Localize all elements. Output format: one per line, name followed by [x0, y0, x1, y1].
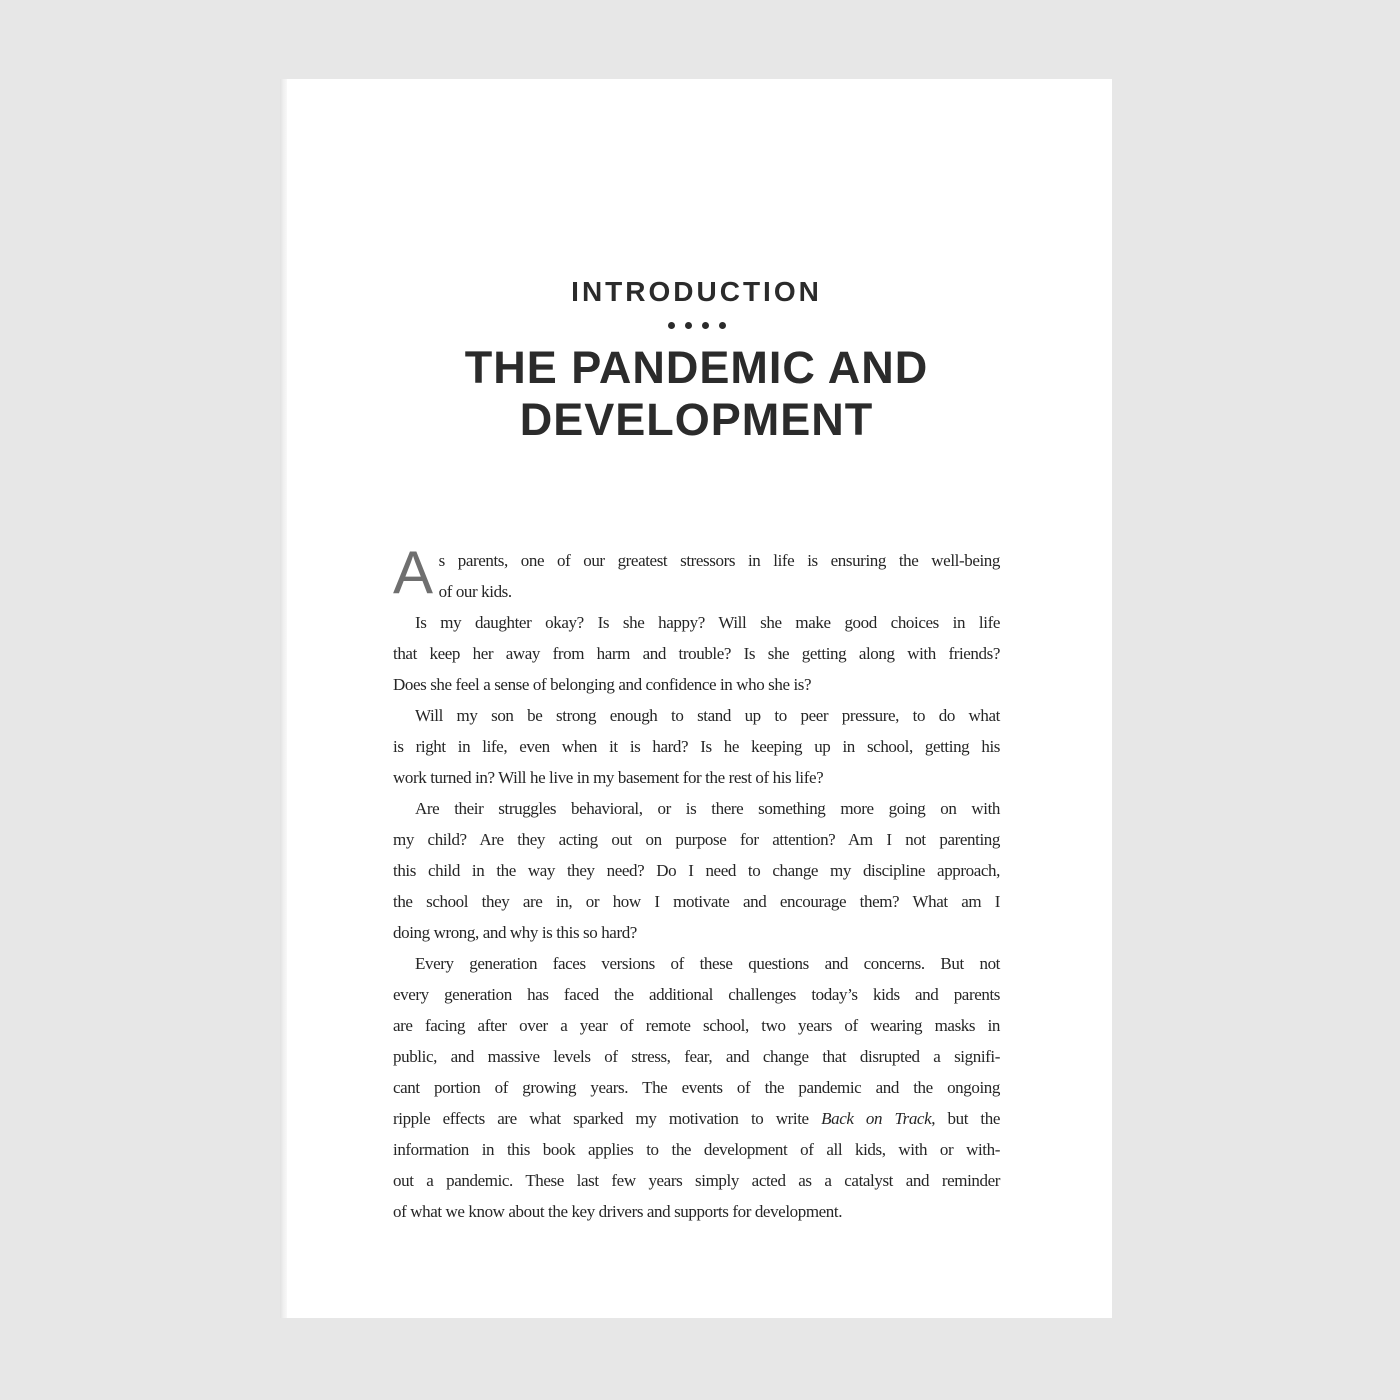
- text-line: this child in the way they need? Do I need to change my discipline approach,: [393, 861, 1000, 880]
- text-line: Does she feel a sense of belonging and confidence in who she is?: [393, 675, 812, 694]
- chapter-kicker: INTRODUCTION: [571, 276, 822, 307]
- body-text: [393, 539, 1000, 1227]
- text-line: public, and massive levels of stress, fear, and change that disrupted a signifi-: [393, 1047, 1000, 1066]
- text-line: my child? Are they acting out on purpose for attention? Am I not parenting: [393, 830, 1000, 849]
- paragraph: [393, 607, 1000, 700]
- text-line: Are their struggles behavioral, or is there something more going on with: [415, 799, 1000, 818]
- dot-icon: [702, 322, 709, 329]
- dot-icon: [668, 322, 675, 329]
- text-line: s parents, one of our greatest stressors in life is ensuring the well-being: [438, 551, 1000, 570]
- text-line: every generation has faced the additional challenges today’s kids and parents: [393, 985, 1000, 1004]
- text-line: Will my son be strong enough to stand up to peer pressure, to do what: [415, 706, 1000, 725]
- chapter-title-line-2: DEVELOPMENT: [519, 394, 874, 445]
- book-page: [287, 79, 1112, 1318]
- paragraph: [393, 948, 1000, 1227]
- text-line: information in this book applies to the development of all kids, with or with-: [393, 1140, 1000, 1159]
- text-line: Every generation faces versions of these questions and concerns. But not: [415, 954, 1000, 973]
- text-line: doing wrong, and why is this so hard?: [393, 923, 637, 942]
- dot-icon: [719, 322, 726, 329]
- paragraph: [393, 793, 1000, 948]
- chapter-title-line-1: THE PANDEMIC AND: [464, 342, 929, 393]
- text-line: are facing after over a year of remote school, two years of wearing masks in: [393, 1016, 1000, 1035]
- text-line: that keep her away from harm and trouble? Is she getting along with friends?: [393, 644, 1000, 663]
- text-line: work turned in? Will he live in my basement for the rest of his life?: [393, 768, 824, 787]
- text-line: ripple effects are what sparked my motivation to write Back on Track, but the: [393, 1109, 1000, 1128]
- text-line: out a pandemic. These last few years simply acted as a catalyst and reminder: [393, 1171, 1000, 1190]
- paragraph: [393, 700, 1000, 793]
- text-line: the school they are in, or how I motivate and encourage them? What am I: [393, 892, 1000, 911]
- paragraph: [393, 539, 1000, 607]
- drop-cap: A: [393, 539, 433, 606]
- ornament-dots: [393, 322, 1000, 329]
- chapter-title: [393, 342, 1000, 446]
- italic-book-title: Back on Track: [821, 1109, 932, 1128]
- text-line: Is my daughter okay? Is she happy? Will she make good choices in life: [415, 613, 1000, 632]
- dot-icon: [685, 322, 692, 329]
- text-line: of what we know about the key drivers and supports for development.: [393, 1202, 843, 1221]
- text-line: is right in life, even when it is hard? Is he keeping up in school, getting his: [393, 737, 1000, 756]
- text-line: cant portion of growing years. The events of the pandemic and the ongoing: [393, 1078, 1000, 1097]
- text-line: of our kids.: [438, 582, 512, 601]
